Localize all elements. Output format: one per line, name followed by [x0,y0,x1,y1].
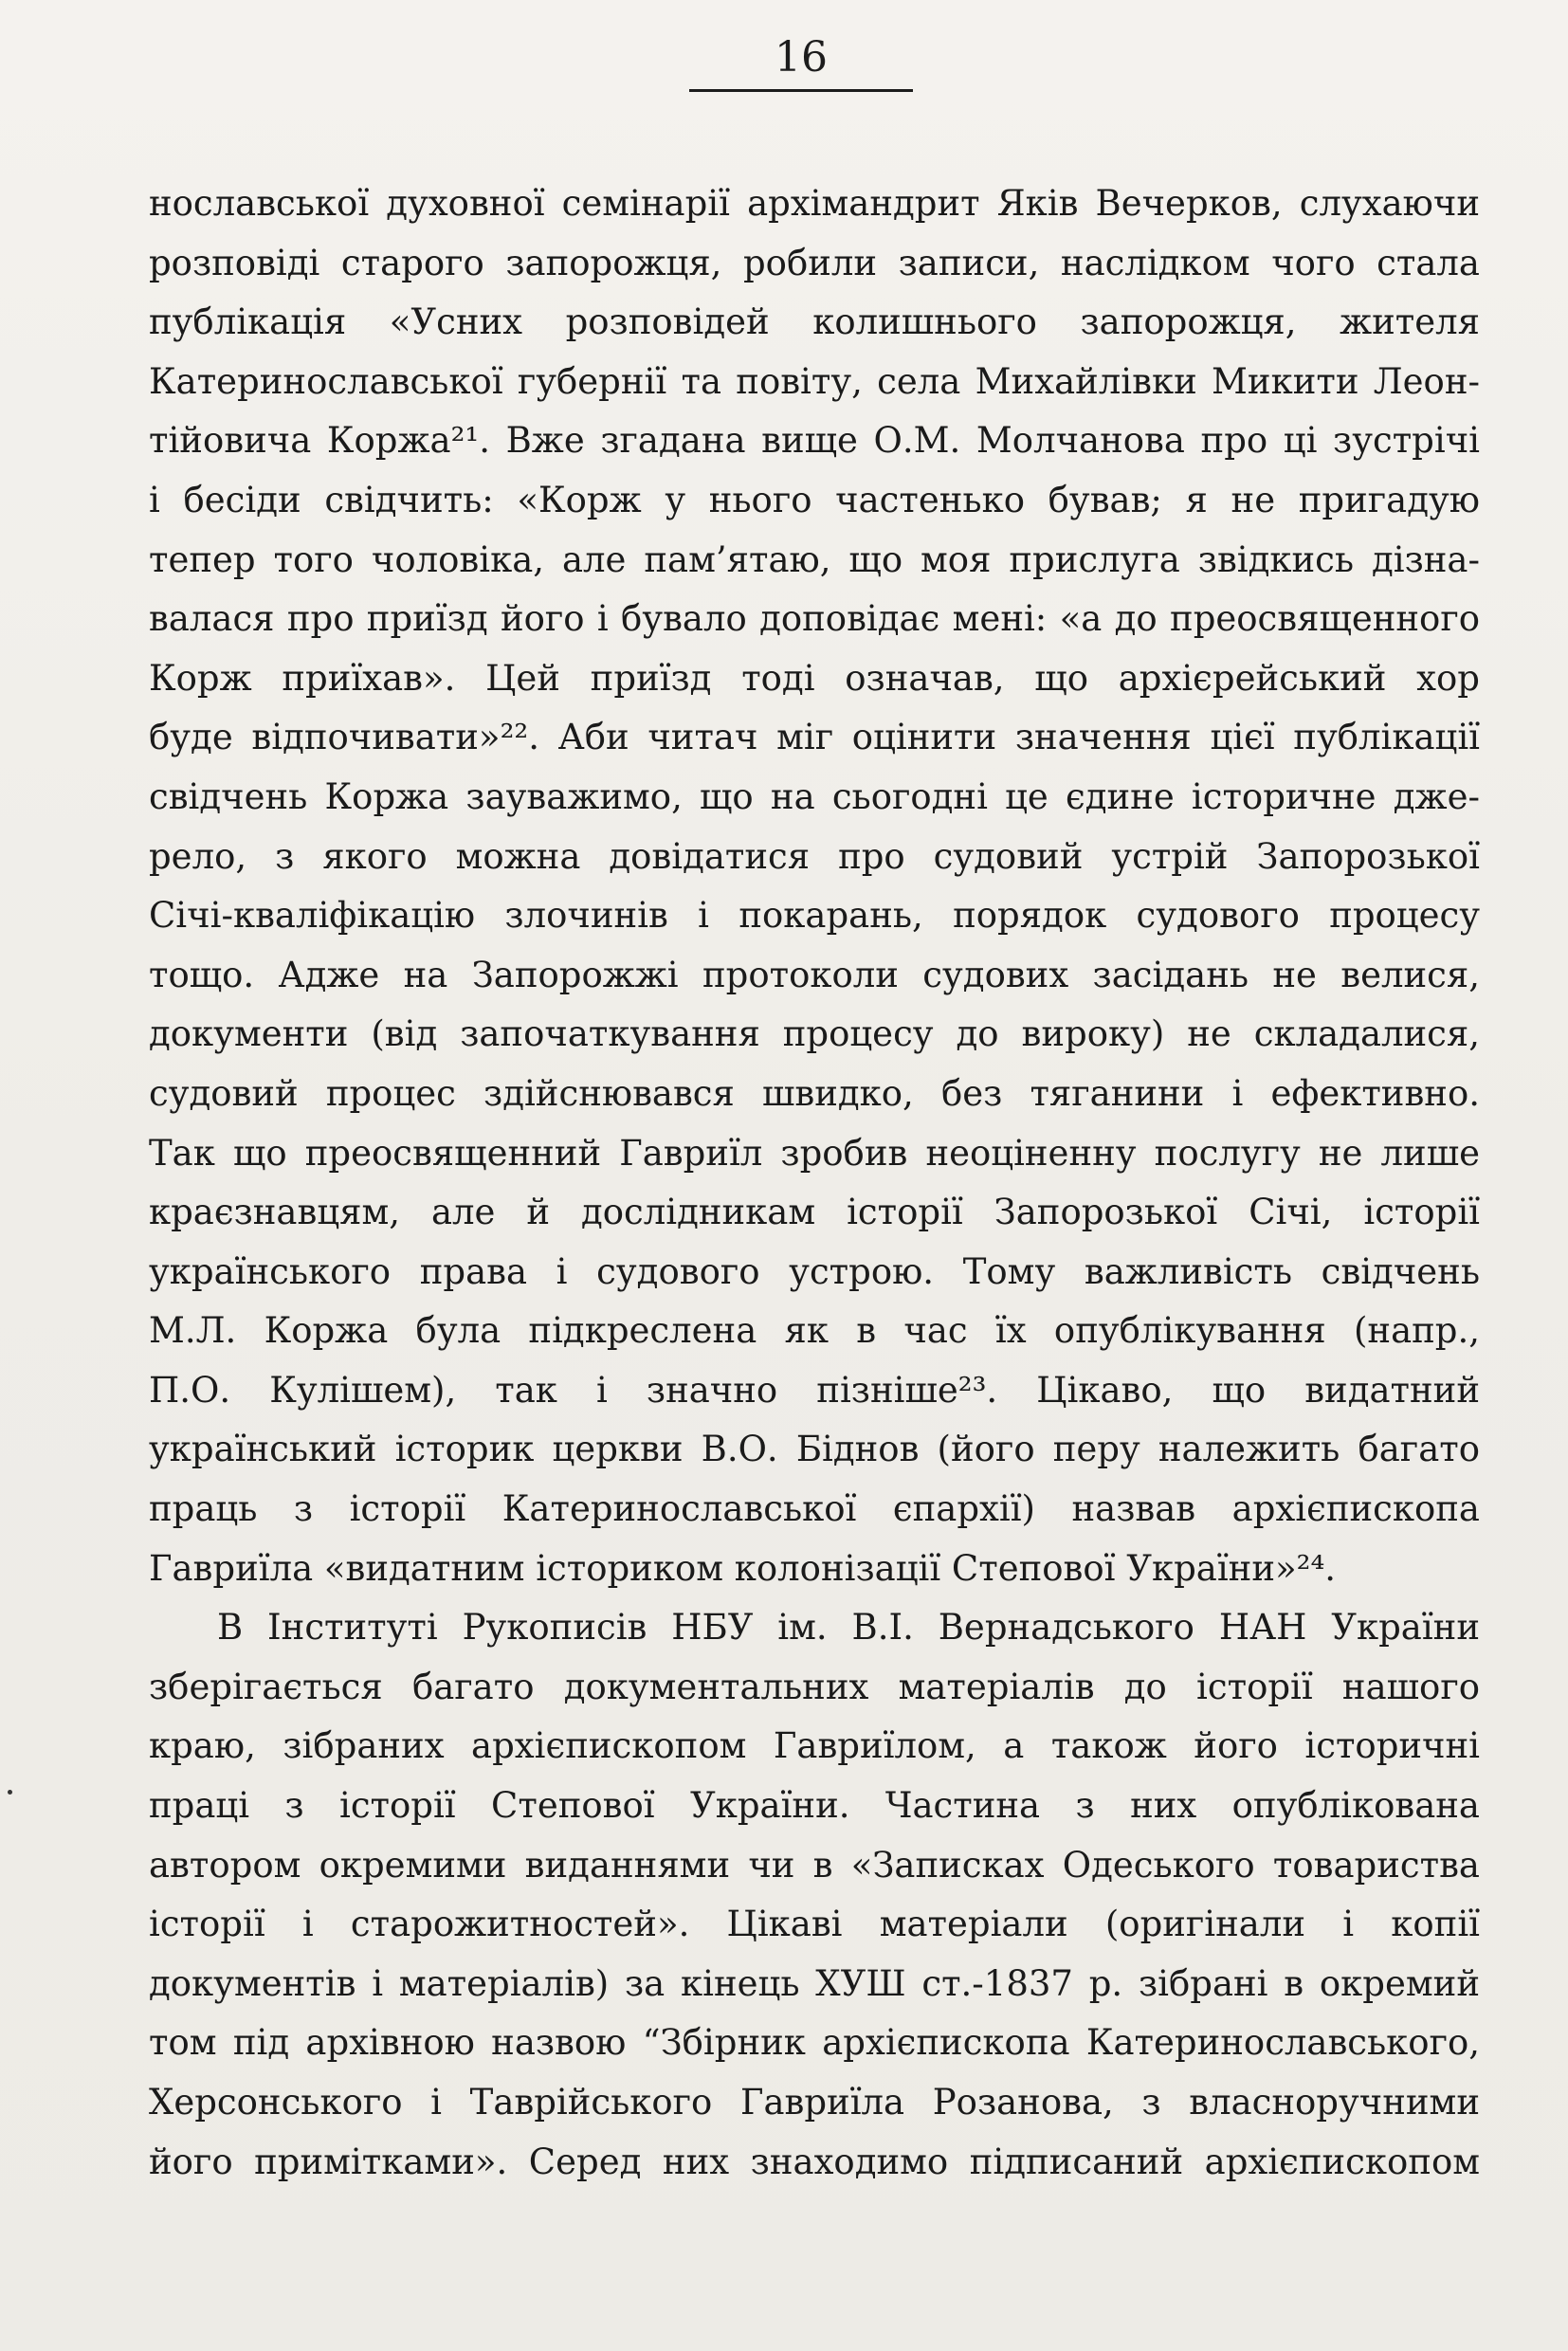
text-line: праць з історії Катеринославської єпархії) назвав архієпископа [149,1488,1480,1530]
text-line: історії і старожитностей». Цікаві матеріали (оригінали і копії [149,1904,1480,1945]
text-line: праці з історії Степової України. Частина з них опублікована [149,1785,1480,1827]
text-line: П.О. Кулішем), так і значно пізніше²³. Цікаво, що видатний [149,1369,1480,1411]
text-line: буде відпочивати»²². Аби читач міг оцінити значення цієї публікації [149,717,1480,758]
text-line: краю, зібраних архієпископом Гавриїлом, а також його історичні [149,1725,1480,1767]
text-line: документів і матеріалів) за кінець ХУШ ст.-1837 р. зібрані в окремий [149,1962,1480,2004]
paragraph-start-line: В Інституті Рукописів НБУ ім. В.І. Вернадського НАН України [217,1607,1480,1649]
text-line: тійовича Коржа²¹. Вже згадана вище О.М. Молчанова про ці зустрічі [149,420,1480,462]
text-line: Так що преосвященний Гавриїл зробив неоціненну послугу не лише [149,1132,1480,1174]
margin-speck [8,1790,12,1795]
text-line: публікація «Усних розповідей колишнього запорожця, жителя [149,301,1480,343]
text-line: документи (від започаткування процесу до вироку) не складалися, [149,1013,1480,1055]
text-line: зберігається багато документальних матеріалів до історії нашого [149,1666,1480,1707]
text-line: Гавриїла «видатним істориком колонізації Степової України»²⁴. [149,1547,1337,1589]
text-line: рело, з якого можна довідатися про судовий устрій Запорозької [149,835,1480,877]
text-line: М.Л. Коржа була підкреслена як в час їх опублікування (напр., [149,1310,1480,1352]
text-line: Січі-кваліфікацію злочинів і покарань, порядок судового процесу [149,895,1480,937]
page-number: 16 [775,33,828,82]
text-line: Катеринославської губернії та повіту, села Михайлівки Микити Леон- [149,360,1480,402]
text-line: нославської духовної семінарії архімандрит Яків Вечерков, слухаючи [149,183,1480,224]
text-line: свідчень Коржа зауважимо, що на сьогодні це єдине історичне дже- [149,775,1480,817]
text-line: Херсонського і Таврійського Гавриїла Розанова, з власноручними [149,2082,1480,2123]
text-line: том під архівною назвою “Збірник архієпископа Катеринославського, [149,2022,1480,2064]
text-line: розповіді старого запорожця, робили записи, наслідком чого стала [149,242,1480,283]
page-number-underline [689,89,913,92]
body-text [149,174,1480,2192]
text-line: його примітками». Серед них знаходимо підписаний архієпископом [149,2141,1480,2182]
text-line: тепер того чоловіка, але пам’ятаю, що моя прислуга звідкись дізна- [149,538,1480,580]
text-line: валася про приїзд його і бувало доповідає мені: «а до преосвященного [149,598,1480,640]
text-line: український історик церкви В.О. Біднов (його перу належить багато [149,1429,1480,1470]
text-line: і бесіди свідчить: «Корж у нього частенько бував; я не пригадую [149,479,1480,520]
text-line: краєзнавцям, але й дослідникам історії Запорозької Січі, історії [149,1192,1480,1233]
text-line: тощо. Адже на Запорожжі протоколи судових засідань не велися, [149,954,1480,995]
text-line: судовий процес здійснювався швидко, без тяганини і ефективно. [149,1072,1480,1114]
text-line: Корж приїхав». Цей приїзд тоді означав, що архієрейський хор [149,657,1480,699]
text-line: автором окремими виданнями чи в «Записках Одеського товариства [149,1844,1480,1886]
text-line: українського права і судового устрою. Тому важливість свідчень [149,1250,1480,1292]
